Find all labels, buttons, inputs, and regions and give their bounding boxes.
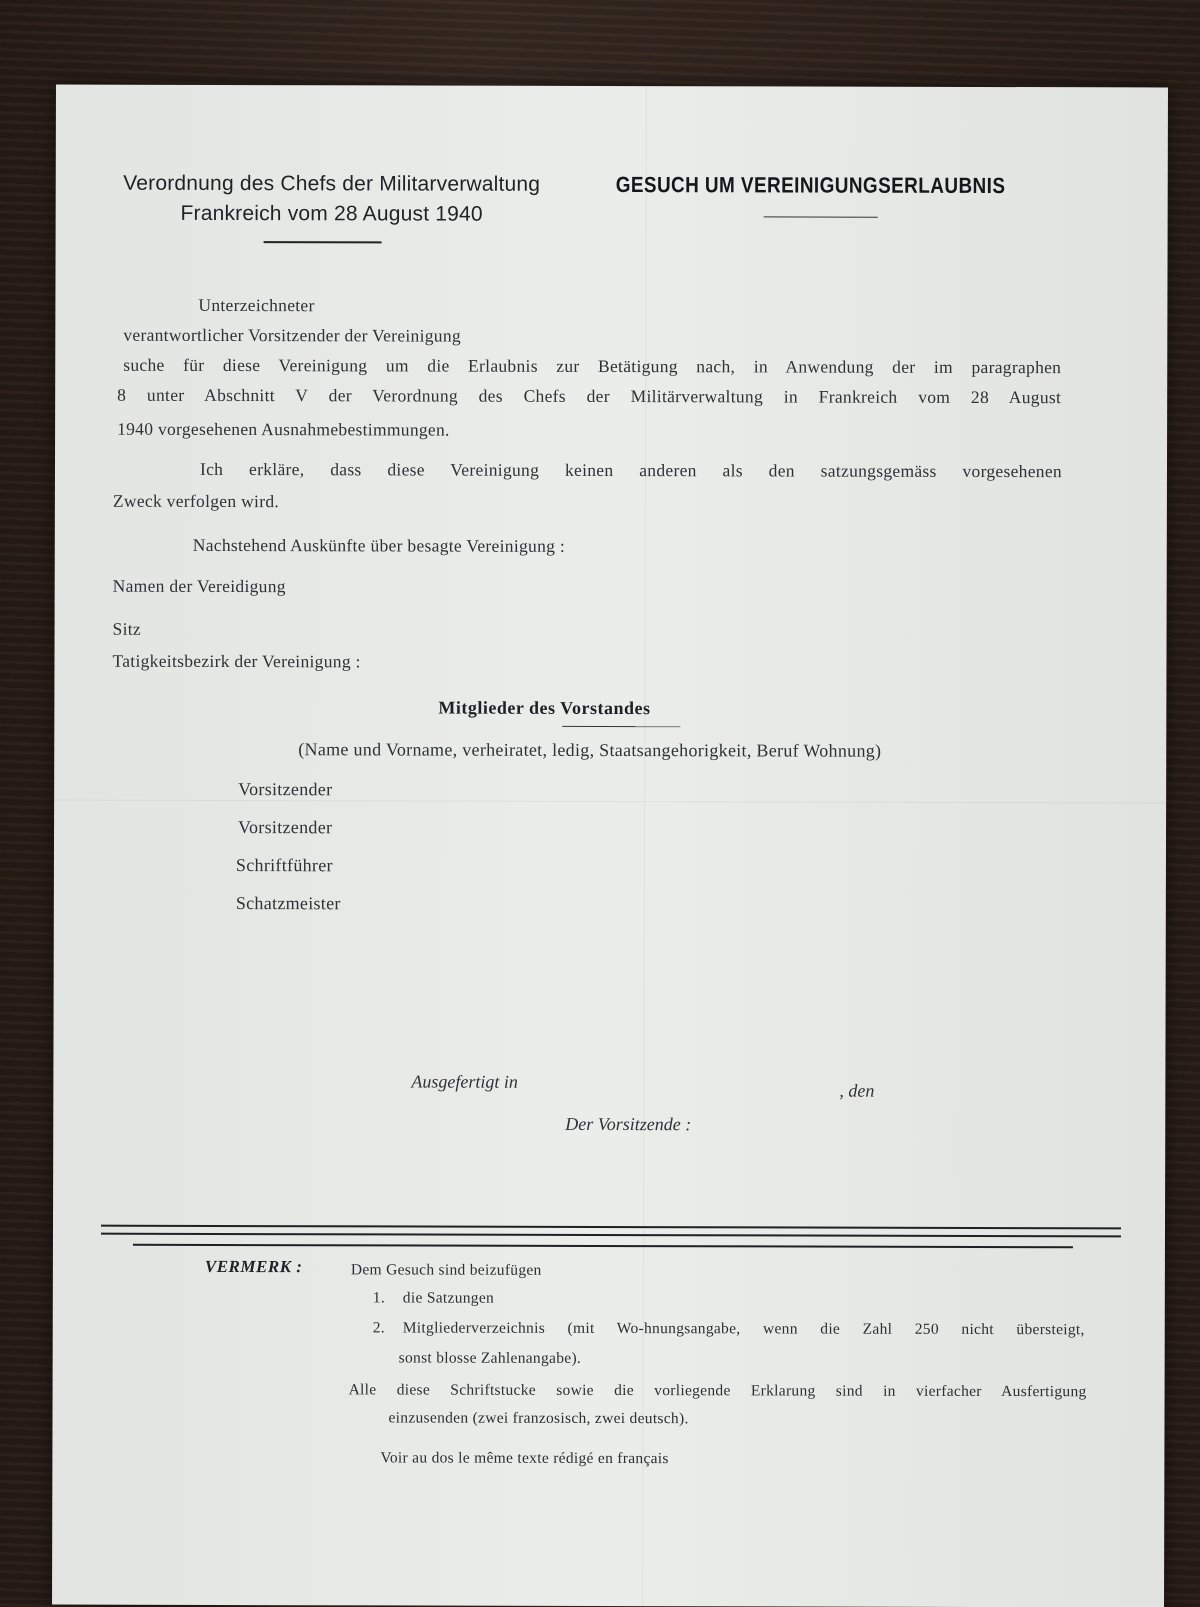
note-item1: die Satzungen xyxy=(402,1289,495,1307)
note-label: VERMERK : xyxy=(204,1256,303,1277)
declaration-line2: Zweck verfolgen wird. xyxy=(112,490,280,512)
info-lead: Nachstehend Auskünfte über besagte Vereinigung : xyxy=(192,534,566,556)
note-all-line2: einzusenden (zwei franzosisch, zwei deutsch). xyxy=(388,1409,689,1428)
role-chair-2: Vorsitzender xyxy=(238,817,333,838)
declaration-line1: Ich erkläre, dass diese Vereinigung keinen anderen als den satzungsgemäss vorgesehenen xyxy=(199,458,1063,482)
intro-line4: 8 unter Abschnitt V der Verordnung des Chefs der Militärverwaltung in Frankreich vom 28 August xyxy=(117,384,1062,408)
role-chair-1: Vorsitzender xyxy=(238,779,333,800)
form-sheet xyxy=(52,85,1168,1607)
note-item1-number: 1. xyxy=(372,1289,386,1307)
chair-signature-label: Der Vorsitzende : xyxy=(565,1113,692,1135)
intro-line2: verantwortlicher Vorsitzender der Vereinigung xyxy=(123,324,462,346)
note-item2-number: 2. xyxy=(372,1319,385,1337)
intro-line5: 1940 vorgesehenen Ausnahmebestimmungen. xyxy=(117,418,450,440)
activity-district-label: Tatigkeitsbezirk der Vereinigung : xyxy=(112,650,361,672)
separator-rule-1 xyxy=(101,1225,1121,1230)
intro-line1: Unterzeichneter xyxy=(198,294,315,316)
issued-in-label: Ausgefertigt in xyxy=(411,1071,518,1092)
note-intro: Dem Gesuch sind beizufügen xyxy=(350,1261,542,1279)
note-item2-line1: Mitgliederverzeichnis (mit Wo-hnungsangabe, wenn die Zahl 250 nicht übersteigt, xyxy=(402,1319,1085,1339)
separator-rule-2 xyxy=(101,1233,1121,1238)
association-name-label: Namen der Vereidigung xyxy=(112,575,286,597)
intro-line3: suche für diese Vereinigung um die Erlaubnis zur Betätigung nach, in Anwendung der im paragraphen xyxy=(123,354,1062,378)
form-title: GESUCH UM VEREINIGUNGSERLAUBNIS xyxy=(615,172,1006,199)
fold-crease-horizontal xyxy=(54,800,1166,804)
fold-crease-vertical xyxy=(642,86,647,1606)
role-secretary: Schriftführer xyxy=(235,855,333,876)
ordinance-heading-line2: Frankreich vom 28 August 1940 xyxy=(180,201,483,226)
ordinance-heading xyxy=(122,169,542,230)
date-label: , den xyxy=(839,1080,875,1101)
board-subtitle: (Name und Vorname, verheiratet, ledig, Staatsangehorigkeit, Beruf Wohnung) xyxy=(298,739,882,761)
note-item2-line2: sonst blosse Zahlenangabe). xyxy=(398,1349,582,1367)
board-title: Mitglieder des Vorstandes xyxy=(438,697,651,719)
ordinance-heading-line1: Verordnung des Chefs der Militarverwaltung xyxy=(123,171,541,196)
heading-underline-left xyxy=(264,241,382,243)
board-title-underline xyxy=(562,726,680,727)
seat-label: Sitz xyxy=(112,618,142,639)
separator-rule-3 xyxy=(133,1244,1073,1248)
heading-underline-right xyxy=(764,216,878,217)
role-treasurer: Schatzmeister xyxy=(235,893,341,914)
note-french: Voir au dos le même texte rédigé en français xyxy=(380,1449,669,1468)
note-all-line1: Alle diese Schriftstucke sowie die vorliegende Erklarung sind in vierfacher Ausfertigung xyxy=(348,1381,1087,1401)
